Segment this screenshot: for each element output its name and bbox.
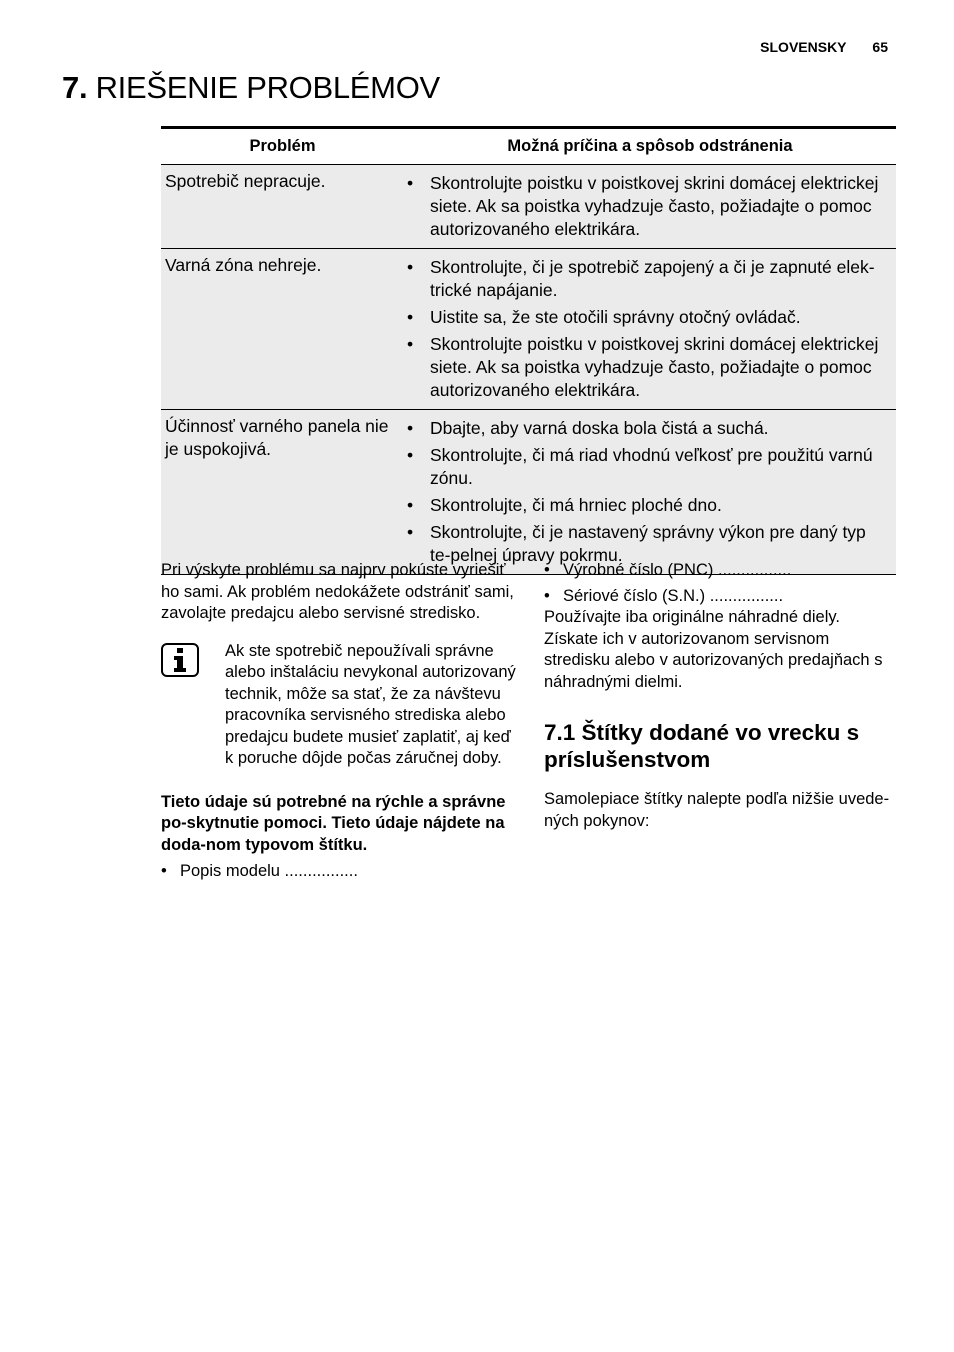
cause-item: • Skontrolujte, či má riad vhodnú veľkosť pre použitú varnú zónu. <box>404 444 888 490</box>
page-number: 65 <box>872 39 888 55</box>
list-item: • Popis modelu ................ <box>161 861 517 883</box>
cause-cell <box>404 410 896 575</box>
table-header-row <box>161 128 896 165</box>
problem-cell: Účinnosť varného panela nie je uspokojivá. <box>161 410 404 575</box>
section-heading <box>544 719 896 773</box>
info-text: Ak ste spotrebič nepoužívali správne alebo inštaláciu nevykonal autorizovaný technik, môže sa stať, že za návštevu pracovníka servisného strediska alebo predajcu budete musieť zaplatiť, aj keď k poruche dôjde počas záručnej doby. <box>225 641 516 767</box>
cause-cell <box>404 165 896 249</box>
model-info-list <box>161 861 517 883</box>
chapter-title <box>62 70 440 106</box>
table-row <box>161 165 896 249</box>
cause-cell <box>404 249 896 410</box>
cause-item: • Uistite sa, že ste otočili správny otočný ovládač. <box>404 306 888 329</box>
right-column <box>544 560 896 832</box>
table-row <box>161 410 896 575</box>
page-header <box>760 39 888 55</box>
intro-paragraph: Pri výskyte problému sa najprv pokúste vyriešiť ho sami. Ak problém nedokážete odstrániť sami, zavolajte predajcu alebo servisné stredisko. <box>161 561 514 622</box>
product-number-list <box>544 560 896 607</box>
info-icon <box>161 643 199 677</box>
cause-item: • Dbajte, aby varná doska bola čistá a suchá. <box>404 417 888 440</box>
section-title: Štítky dodané vo vrecku s príslušenstvom <box>544 720 860 772</box>
cause-item: • Skontrolujte poistku v poistkovej skrini domácej elektrickej siete. Ak sa poistka vyhadzuje často, požiadajte o pomoc autorizovaného elektrikára. <box>404 172 888 241</box>
data-note: Tieto údaje sú potrebné na rýchle a správne po-skytnutie pomoci. Tieto údaje nájdete na doda-nom typovom štítku. <box>161 792 506 854</box>
problem-cell: Spotrebič nepracuje. <box>161 165 404 249</box>
language-label: SLOVENSKY <box>760 39 847 55</box>
column-header-cause: Možná príčina a spôsob odstránenia <box>404 128 896 165</box>
cause-item: • Skontrolujte, či má hrniec ploché dno. <box>404 494 888 517</box>
troubleshooting-table <box>161 126 896 575</box>
left-column <box>161 560 517 887</box>
cause-item: • Skontrolujte poistku v poistkovej skrini domácej elektrickej siete. Ak sa poistka vyhadzuje často, požiadajte o pomoc autorizovaného elektrikára. <box>404 333 888 402</box>
section-paragraph: Samolepiace štítky nalepte podľa nižšie uvede-ných pokynov: <box>544 790 890 830</box>
chapter-title-text: RIEŠENIE PROBLÉMOV <box>95 70 440 105</box>
spare-parts-paragraph: Používajte iba originálne náhradné diely. Získate ich v autorizovanom servisnom stredisku alebo v autorizovaných predajňach s náhradnými dielmi. <box>544 608 883 691</box>
list-item: • Výrobné číslo (PNC) ................ <box>544 560 896 582</box>
info-note <box>161 641 517 770</box>
table-row <box>161 249 896 410</box>
problem-cell: Varná zóna nehreje. <box>161 249 404 410</box>
column-header-problem: Problém <box>161 128 404 165</box>
chapter-number: 7. <box>62 70 88 105</box>
cause-item: • Skontrolujte, či je nastavený správny výkon pre daný typ te-pelnej úpravy pokrmu. <box>404 521 888 567</box>
list-item: • Sériové číslo (S.N.) ................ <box>544 586 896 608</box>
section-number: 7.1 <box>544 720 576 745</box>
cause-item: • Skontrolujte, či je spotrebič zapojený a či je zapnuté elek-trické napájanie. <box>404 256 888 302</box>
